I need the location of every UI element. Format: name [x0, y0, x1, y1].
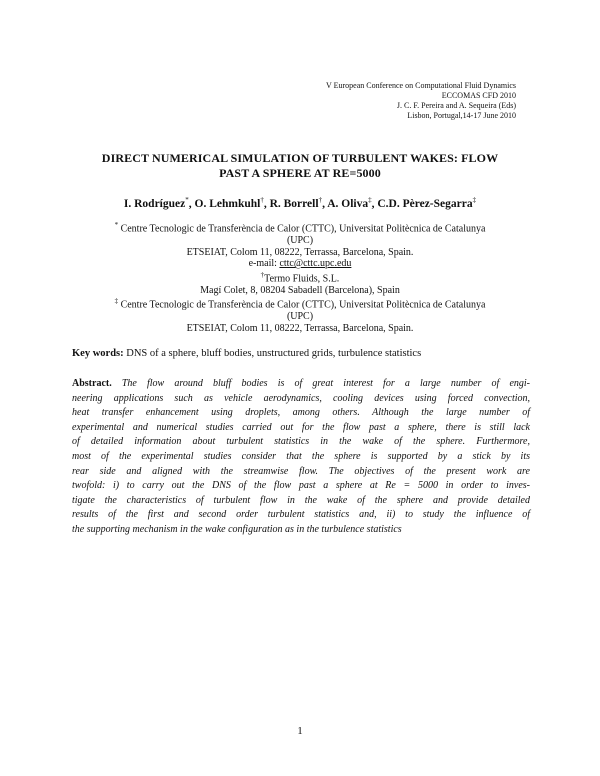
- author-name: C.D. Pèrez-Segarra: [377, 197, 473, 210]
- paper-title-line: DIRECT NUMERICAL SIMULATION OF TURBULENT WAKES: FLOW: [101, 151, 499, 165]
- affiliation-address: Magí Colet, 8, 08204 Sabadell (Barcelona), Spain: [200, 284, 400, 296]
- keywords: [72, 347, 532, 361]
- paper-title: [60, 151, 540, 181]
- author-name: O. Lehmkuhl: [194, 197, 261, 210]
- abstract-line: tigate the characteristics of turbulent flow in the wake of the sphere and provide detailed: [72, 494, 530, 506]
- conference-header: [326, 81, 516, 121]
- author-separator: ,: [322, 197, 328, 210]
- affiliation-text: Centre Tecnologic de Transferència de Calor (CTTC), Universitat Politècnica de Catalunya: [118, 223, 486, 235]
- abstract-text: The flow around bluff bodies is of great interest for a large number of engi-: [111, 378, 530, 389]
- conference-editors: J. C. F. Pereira and A. Sequeira (Eds): [396, 101, 516, 110]
- abstract-line: most of the experimental studies consider that the sphere is supported by a stick by its: [72, 450, 530, 462]
- author-mark: *: [185, 196, 189, 204]
- page-number: 1: [297, 725, 303, 737]
- email-label: e-mail:: [248, 258, 280, 270]
- abstract-line: twofold: i) to carry out the DNS of the flow past a sphere at Re = 5000 in order to inves-: [72, 480, 530, 492]
- abstract-line: the supporting mechanism in the wake configuration as in the turbulence statistics: [72, 523, 402, 535]
- affiliation-line: [60, 220, 540, 235]
- affiliation-address: ETSEIAT, Colom 11, 08222, Terrassa, Barcelona, Spain.: [186, 322, 414, 334]
- abstract-line: [72, 377, 530, 392]
- author-name: I. Rodríguez: [123, 197, 186, 210]
- affiliation-mark: ‡: [114, 297, 119, 306]
- author-mark: †: [260, 196, 264, 204]
- paper-title-line: PAST A SPHERE AT RE=5000: [219, 166, 381, 180]
- affiliation-address: ETSEIAT, Colom 11, 08222, Terrassa, Barcelona, Spain.: [186, 246, 414, 258]
- author-mark: ‡: [472, 196, 477, 204]
- affiliations: [60, 220, 540, 334]
- author-separator: ,: [188, 197, 195, 210]
- keywords-text: DNS of a sphere, bluff bodies, unstructured grids, turbulence statistics: [123, 348, 422, 359]
- conference-location-date: Lisbon, Portugal,14-17 June 2010: [407, 111, 516, 120]
- author-name: A. Oliva: [327, 197, 369, 210]
- conference-name: V European Conference on Computational Fluid Dynamics: [325, 81, 516, 90]
- abstract-line: neering applications such as vehicle aerodynamics, cooling devices using forced convection,: [72, 392, 530, 404]
- email-line: [60, 258, 540, 270]
- affiliation-line: (UPC): [286, 311, 314, 323]
- affiliation-mark: *: [114, 221, 119, 229]
- author-separator: ,: [371, 197, 378, 210]
- abstract-line: experimental and numerical studies carried out for the flow past a sphere, there is still lack: [72, 421, 530, 433]
- abstract: [72, 377, 530, 538]
- abstract-line: of detailed information about turbulent statistics in the wake of the sphere. Furthermore,: [72, 436, 530, 448]
- abstract-line: heat transfer enhancement using droplets, among others. Although the large number of: [72, 407, 530, 419]
- abstract-label: Abstract.: [72, 378, 112, 389]
- email-link[interactable]: cttc@cttc.upc.edu: [279, 258, 352, 270]
- affiliation-mark: †: [260, 270, 265, 279]
- abstract-line: rear side and aligned with the streamwise flow. The objectives of the present work are: [72, 465, 530, 477]
- affiliation-line: (UPC): [286, 234, 314, 246]
- author-list: [60, 193, 540, 211]
- affiliation-text: Centre Tecnologic de Transferència de Calor (CTTC), Universitat Politècnica de Catalunya: [118, 299, 486, 311]
- affiliation-line: [60, 270, 540, 285]
- author-mark: †: [318, 196, 323, 204]
- author-mark: ‡: [368, 196, 372, 204]
- conference-acronym: ECCOMAS CFD 2010: [441, 91, 516, 100]
- author-name: R. Borrell: [269, 197, 319, 210]
- affiliation-text: Termo Fluids, S.L.: [264, 273, 340, 285]
- abstract-line: results of the first and second order turbulent statistics and, ii) to study the influence of: [72, 509, 530, 521]
- author-separator: ,: [263, 197, 270, 210]
- keywords-label: Key words:: [72, 348, 124, 359]
- affiliation-line: [60, 296, 540, 311]
